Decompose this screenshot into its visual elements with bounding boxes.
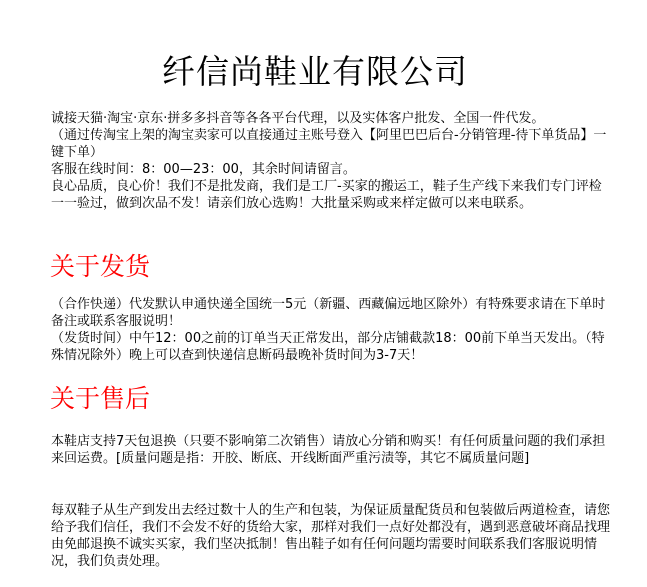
shipping-heading: 关于发货 bbox=[50, 252, 151, 281]
intro-line-service-hours: 客服在线时间：8：00—23：00，其余时间请留言。 bbox=[51, 162, 356, 177]
shipping-line-time: （发货时间）中午12：00之前的订单当天正常发出，部分店铺截款18：00前下单当天发出。（特殊情况除外）晚上可以查到快递信息断码最晚补货时间为3-7天！ bbox=[51, 331, 605, 363]
aftersales-heading: 关于售后 bbox=[50, 384, 151, 413]
aftersales-returns: 本鞋店支持7天包退换（只要不影响第二次销售）请放心分销和购买！有任何质量问题的我们承担来回运费。[质量问题是指：开胶、断底、开线断面严重污渍等，其它不属质量问题] bbox=[51, 434, 606, 466]
intro-line-quality: 良心品质，良心价！我们不是批发商，我们是工厂-买家的搬运工，鞋子生产线下来我们专门评检一一验过，做到次品不发！请亲们放心选购！大批量采购或来样定做可以来电联系。 bbox=[51, 179, 602, 211]
intro-section bbox=[51, 110, 611, 212]
aftersales-quality-check: 每双鞋子从生产到发出去经过数十人的生产和包装，为保证质量配货员和包装做后两道检查，请您给予我们信任，我们不会发不好的货给大家，那样对我们一点好处都没有，遇到恶意破坏商品找理由免邮退换不诚实买家，我们坚决抵制！售出鞋子如有任何问题均需要时间联系我们客服说明情况，我们负责处理。 bbox=[51, 503, 611, 569]
company-title: 纤信尚鞋业有限公司 bbox=[162, 52, 468, 91]
shipping-line-courier: （合作快递）代发默认申通快递全国统一5元（新疆、西藏偏远地区除外）有特殊要求请在下单时备注或联系客服说明！ bbox=[51, 297, 606, 329]
intro-line-taobao: （通过传淘宝上架的淘宝卖家可以直接通过主账号登入【阿里巴巴后台-分销管理-待下单货品】一键下单） bbox=[51, 128, 607, 160]
intro-line-platforms: 诚接天猫·淘宝·京东·拼多多抖音等各各平台代理，以及实体客户批发、全国一件代发。 bbox=[51, 111, 545, 126]
shipping-section bbox=[51, 296, 611, 364]
